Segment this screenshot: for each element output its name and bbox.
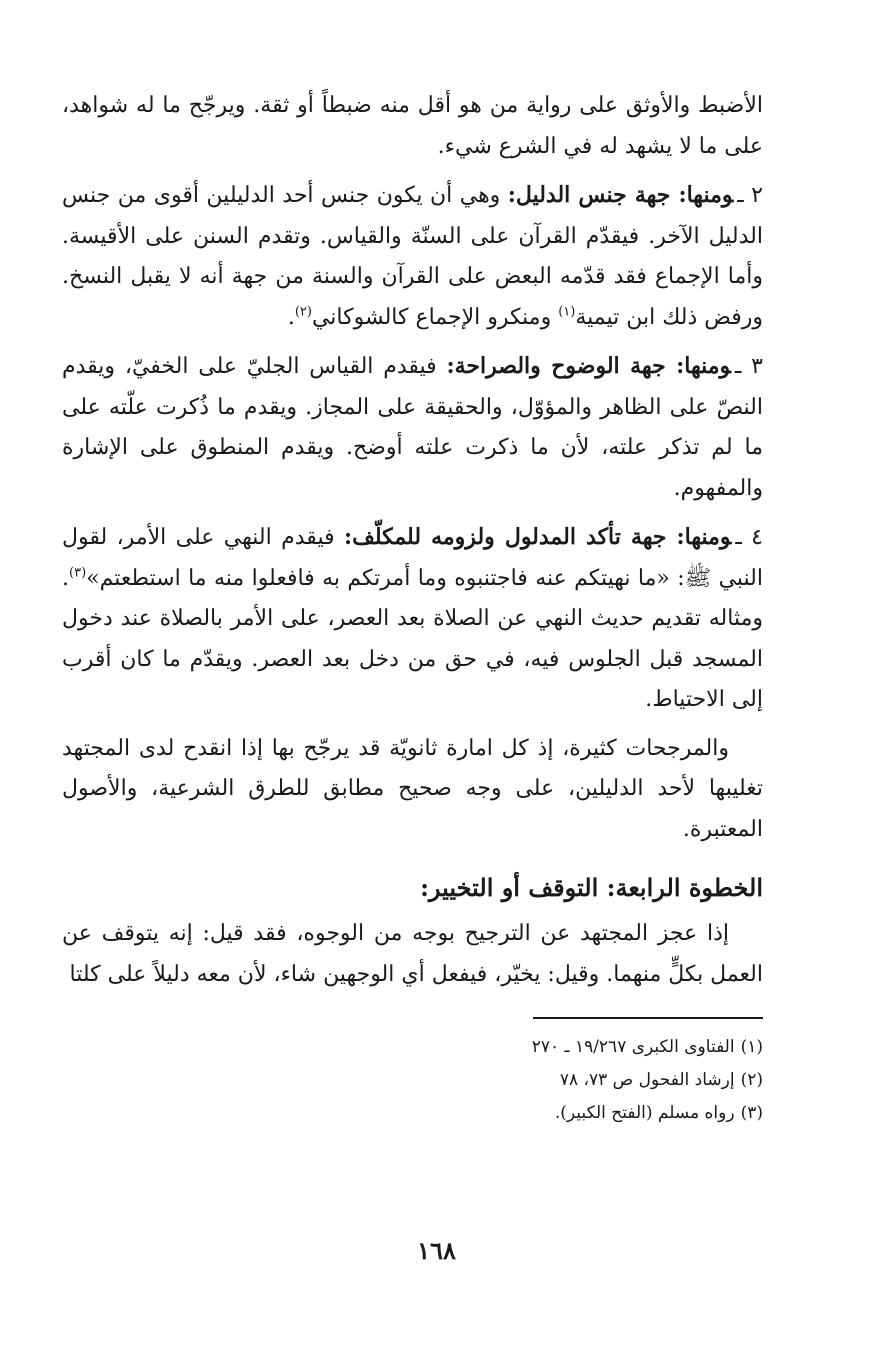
item-text: فيقدم القياس الجليّ على الخفيّ، ويقدم النصّ على الظاهر والمؤوّل، والحقيقة على المجاز. ويقدم ما ذُكرت علّته على ما لم تذكر علته، لأن ما ذكرت علته أوضح. ويقدم المنطوق على الإشارة والمفهوم.: [62, 354, 763, 501]
footnote-ref-3: (٣): [69, 565, 87, 581]
item-text: فيقدم النهي على الأمر، لقول النبي ﷺ: «ما نهيتكم عنه فاجتنبوه وما أمرتكم به فافعلوا منه ما استطعتم»: [62, 525, 763, 591]
paragraph-item-2: [62, 175, 763, 338]
item-number: ٣ ـ: [734, 354, 763, 379]
paragraph-item-3: [62, 346, 763, 509]
item-heading: ومنها: جهة تأكد المدلول ولزومه للمكلّف:: [344, 524, 732, 550]
item-text: ومنكرو الإجماع كالشوكاني: [311, 304, 552, 330]
paragraph-item-4: [62, 517, 763, 721]
footnote-item: [62, 1064, 763, 1097]
footnote-number: (٢): [740, 1070, 763, 1090]
footnote-text: إرشاد الفحول ص ٧٣، ٧٨: [559, 1070, 735, 1090]
footnote-text: رواه مسلم (الفتح الكبير).: [554, 1103, 735, 1123]
footnote-item: [62, 1031, 763, 1064]
item-text: وهي أن يكون جنس أحد الدليلين أقوى من جنس الدليل الآخر. فيقدّم القرآن على السنّة والقياس. وتقدم السنن على الأقيسة. وأما الإجماع فقد قدّمه البعض على القرآن والسنة من جهة أنه لا يقبل النسخ. ورفض ذلك ابن تيمية: [62, 183, 763, 330]
paragraph-intro: الأضبط والأوثق على رواية من هو أقل منه ضبطاً أو ثقة. ويرجّح ما له شواهد، على ما لا يشهد له في الشرع شيء.: [62, 93, 763, 159]
footnote-separator: [533, 1017, 763, 1019]
item-heading: ومنها: جهة جنس الدليل:: [507, 182, 734, 208]
footnote-ref-2: (٢): [294, 304, 312, 320]
footnotes-list: [62, 1031, 763, 1130]
item-number: ٤ ـ: [735, 525, 763, 550]
footnote-text: الفتاوى الكبرى ١٩/٢٦٧ ـ ٢٧٠: [531, 1037, 735, 1057]
item-text: .: [287, 304, 295, 330]
paragraph-step-4: إذا عجز المجتهد عن الترجيح بوجه من الوجوه، فقد قيل: إنه يتوقف عن العمل بكلٍّ منهما. وقيل: يخيّر، فيفعل أي الوجهين شاء، لأن معه دليلاً على كلتا: [62, 921, 763, 987]
footnote-number: (١): [740, 1037, 763, 1057]
item-heading: ومنها: جهة الوضوح والصراحة:: [446, 353, 731, 379]
footnote-item: [62, 1097, 763, 1130]
paragraph-closing: والمرجحات كثيرة، إذ كل امارة ثانويّة قد يرجّح بها إذا انقدح لدى المجتهد تغليبها لأحد الدليلين، على وجه صحيح مطابق للطرق الشرعية، والأصول المعتبرة.: [62, 735, 763, 842]
item-text: . ومثاله تقديم حديث النهي عن الصلاة بعد العصر، على الأمر بالصلاة عند دخول المسجد قبل الجلوس فيه، في حق من دخل بعد العصر. ويقدّم ما كان أقرب إلى الاحتياط.: [62, 565, 763, 712]
footnote-number: (٣): [740, 1103, 763, 1123]
item-number: ٢ ـ: [737, 183, 763, 208]
page-number: ١٦٨: [417, 1236, 456, 1265]
footnote-ref-1: (١): [558, 304, 576, 320]
section-heading: الخطوة الرابعة: التوقف أو التخيير:: [420, 873, 763, 902]
